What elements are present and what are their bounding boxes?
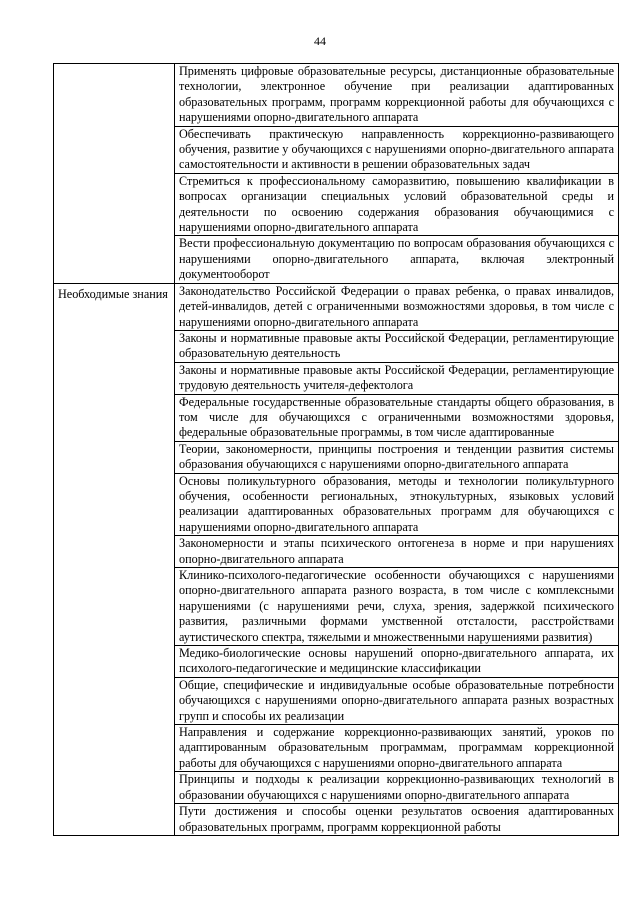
table-cell: Обеспечивать практическую направленность коррекционно-развивающего обучения, развитие у обучающихся с нарушениями опорно-двигательного аппарата самостоятельности и активности в решении образовательных задач [175,126,619,173]
table-cell: Медико-биологические основы нарушений опорно-двигательного аппарата, их психолого-педагогические и медицинские классификации [175,646,619,678]
table-cell: Направления и содержание коррекционно-развивающих занятий, уроков по адаптированным образовательным программам, программам коррекционной работы для обучающихся с нарушениями опорно-двигательного аппарата [175,725,619,772]
table-cell: Законодательство Российской Федерации о правах ребенка, о правах инвалидов, детей-инвалидов, детей с ограниченными возможностями здоровья, в том числе с нарушениями опорно-двигательного аппарата [175,283,619,330]
table-row [54,283,619,330]
empty-label-cell [54,64,175,284]
section-label: Необходимые знания [54,283,175,835]
table-cell: Основы поликультурного образования, методы и технологии поликультурного обучения, особенности региональных, этнокультурных, языковых условий реализации адаптированных образовательных программ для обучающихся с нарушениями опорно-двигательного аппарата [175,473,619,536]
table-cell: Законы и нормативные правовые акты Российской Федерации, регламентирующие трудовую деятельность учителя-дефектолога [175,362,619,394]
table-cell: Теории, закономерности, принципы построения и тенденции развития системы образования обучающихся с нарушениями опорно-двигательного аппарата [175,441,619,473]
table-cell: Федеральные государственные образовательные стандарты общего образования, в том числе для обучающихся с ограниченными возможностями здоровья, федеральные образовательные программы, в том числе адаптированные [175,394,619,441]
table-cell: Пути достижения и способы оценки результатов освоения адаптированных образовательных программ, программ коррекционной работы [175,804,619,836]
table-cell: Вести профессиональную документацию по вопросам образования обучающихся с нарушениями опорно-двигательного аппарата, включая электронный документооборот [175,236,619,283]
page-number: 44 [314,34,326,48]
table-cell: Стремиться к профессиональному саморазвитию, повышению квалификации в вопросах организации специальных условий образовательной среды и деятельности по освоению содержания образования обучающимися с нарушениями опорно-двигательного аппарата [175,173,619,236]
table-cell: Общие, специфические и индивидуальные особые образовательные потребности обучающихся с нарушениями опорно-двигательного аппарата разных возрастных групп и способы их реализации [175,677,619,724]
table-row [54,64,619,127]
table-cell: Принципы и подходы к реализации коррекционно-развивающих технологий в образовании обучающихся с нарушениями опорно-двигательного аппарата [175,772,619,804]
table-cell: Законы и нормативные правовые акты Российской Федерации, регламентирующие образовательную деятельность [175,330,619,362]
table-cell: Клинико-психолого-педагогические особенности обучающихся с нарушениями опорно-двигательного аппарата разного возраста, в том числе с комплексными нарушениями (с нарушениями речи, слуха, зрения, задержкой психического развития, различными формами умственной отсталости, расстройствами аутистического спектра, тяжелыми и множественными нарушениями развития) [175,568,619,646]
table-cell: Закономерности и этапы психического онтогенеза в норме и при нарушениях опорно-двигательного аппарата [175,536,619,568]
knowledge-skills-table [53,63,619,836]
table-cell: Применять цифровые образовательные ресурсы, дистанционные образовательные технологии, электронное обучение при реализации адаптированных образовательных программ, программ коррекционной работы для обучающихся с нарушениями опорно-двигательного аппарата [175,64,619,127]
